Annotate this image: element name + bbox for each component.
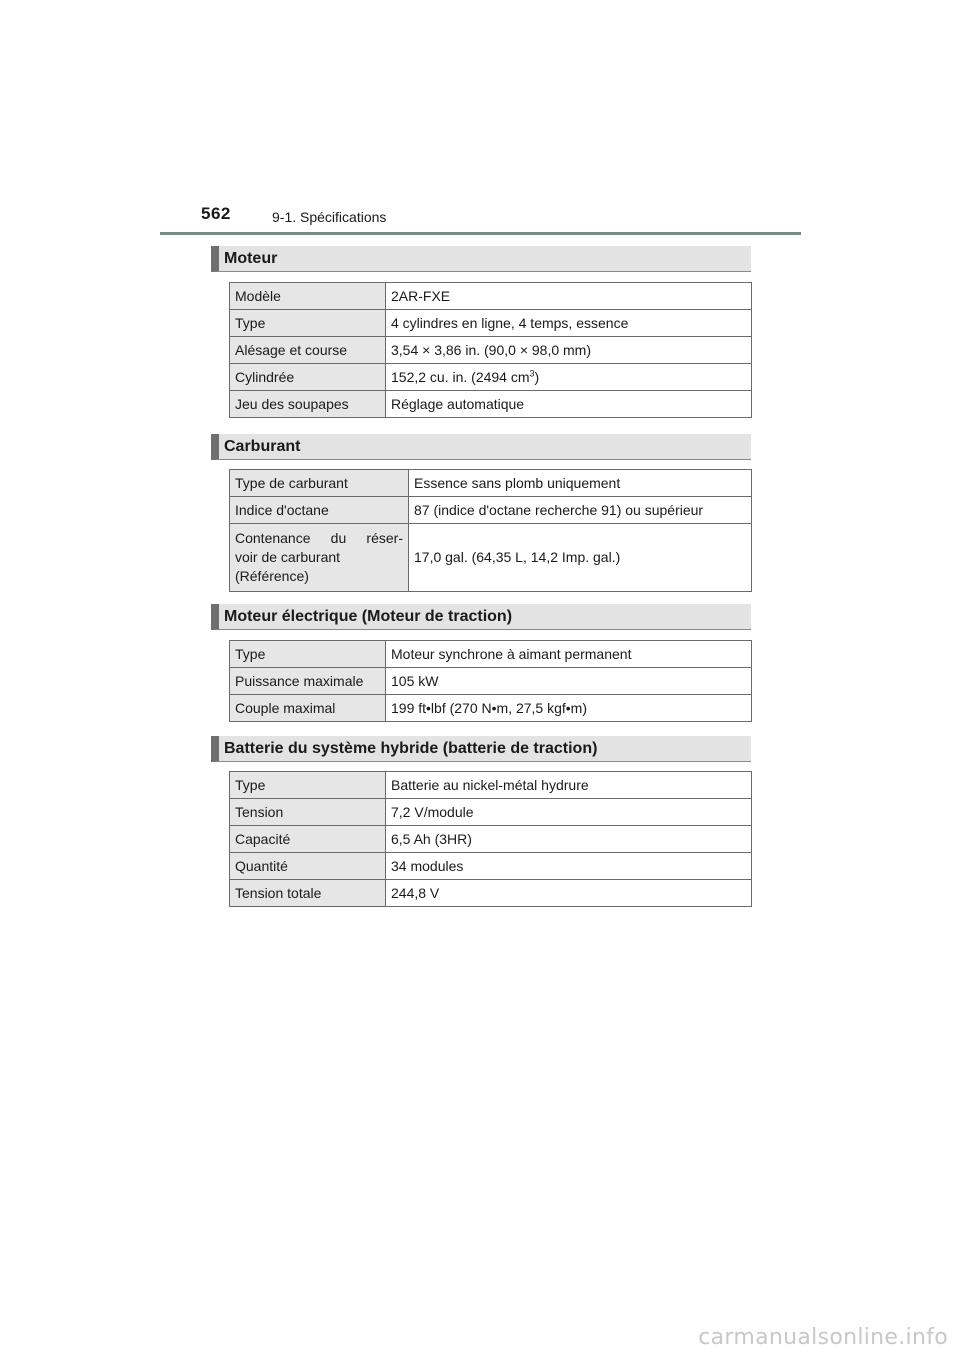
row-value: 17,0 gal. (64,35 L, 14,2 Imp. gal.) xyxy=(409,524,752,592)
table-row xyxy=(230,283,752,310)
row-label: Couple maximal xyxy=(230,695,386,722)
row-value: 87 (indice d'octane recherche 91) ou supérieur xyxy=(409,497,752,524)
table-row xyxy=(230,470,752,497)
table-row xyxy=(230,668,752,695)
row-label: Indice d'octane xyxy=(230,497,409,524)
header-rule xyxy=(160,232,801,235)
table-row xyxy=(230,772,752,799)
displacement-close: ) xyxy=(534,368,540,385)
watermark-text: carmanualsonline.info xyxy=(698,1325,948,1350)
hybrid-battery-spec-table xyxy=(229,771,752,907)
table-row xyxy=(230,641,752,668)
page-number: 562 xyxy=(201,204,231,223)
row-label: Cylindrée xyxy=(230,364,386,391)
row-label xyxy=(230,524,409,592)
row-value: 4 cylindres en ligne, 4 temps, essence xyxy=(386,310,752,337)
section-title-electric-motor: Moteur électrique (Moteur de traction) xyxy=(224,608,513,625)
row-value: 199 ft•lbf (270 N•m, 27,5 kgf•m) xyxy=(386,695,752,722)
page-header xyxy=(160,204,800,234)
table-row xyxy=(230,310,752,337)
table-row xyxy=(230,497,752,524)
section-heading-fuel xyxy=(211,434,751,460)
row-label: Puissance maximale xyxy=(230,668,386,695)
section-heading-electric-motor xyxy=(211,604,751,630)
section-heading-engine xyxy=(211,246,751,272)
table-row xyxy=(230,524,752,592)
row-value: 34 modules xyxy=(386,853,752,880)
label-line: voir de carburant xyxy=(235,549,341,565)
table-row xyxy=(230,695,752,722)
row-label: Alésage et course xyxy=(230,337,386,364)
row-value: 2AR-FXE xyxy=(386,283,752,310)
chapter-title: 9-1. Spécifications xyxy=(272,209,387,225)
row-label: Type xyxy=(230,641,386,668)
row-label: Type de carburant xyxy=(230,470,409,497)
row-label: Modèle xyxy=(230,283,386,310)
row-label: Type xyxy=(230,772,386,799)
row-value: 244,8 V xyxy=(386,880,752,907)
row-label: Quantité xyxy=(230,853,386,880)
row-value: Essence sans plomb uniquement xyxy=(409,470,752,497)
row-label: Capacité xyxy=(230,826,386,853)
row-value: Batterie au nickel-métal hydrure xyxy=(386,772,752,799)
row-value: Moteur synchrone à aimant permanent xyxy=(386,641,752,668)
label-line: (Référence) xyxy=(235,568,309,584)
row-label: Jeu des soupapes xyxy=(230,391,386,418)
electric-motor-spec-table xyxy=(229,640,752,722)
label-line: Contenance du réser- xyxy=(235,530,403,546)
section-heading-hybrid-battery xyxy=(211,736,751,762)
section-title-engine: Moteur xyxy=(224,250,278,267)
row-value: 3,54 × 3,86 in. (90,0 × 98,0 mm) xyxy=(386,337,752,364)
table-row xyxy=(230,826,752,853)
fuel-spec-table xyxy=(229,469,752,592)
table-row xyxy=(230,337,752,364)
table-row xyxy=(230,799,752,826)
row-value: 7,2 V/module xyxy=(386,799,752,826)
row-value: 6,5 Ah (3HR) xyxy=(386,826,752,853)
section-title-fuel: Carburant xyxy=(224,438,301,455)
section-title-hybrid-battery: Batterie du système hybride (batterie de traction) xyxy=(224,740,598,757)
displacement-value: 152,2 cu. in. (2494 cm xyxy=(391,368,530,385)
row-label: Tension xyxy=(230,799,386,826)
row-value: Réglage automatique xyxy=(386,391,752,418)
table-row xyxy=(230,364,752,391)
table-row xyxy=(230,391,752,418)
row-label: Tension totale xyxy=(230,880,386,907)
table-row xyxy=(230,880,752,907)
row-value: 105 kW xyxy=(386,668,752,695)
table-row xyxy=(230,853,752,880)
row-value xyxy=(386,364,752,391)
superscript-exponent: 3 xyxy=(529,367,535,378)
engine-spec-table xyxy=(229,282,752,418)
row-label: Type xyxy=(230,310,386,337)
